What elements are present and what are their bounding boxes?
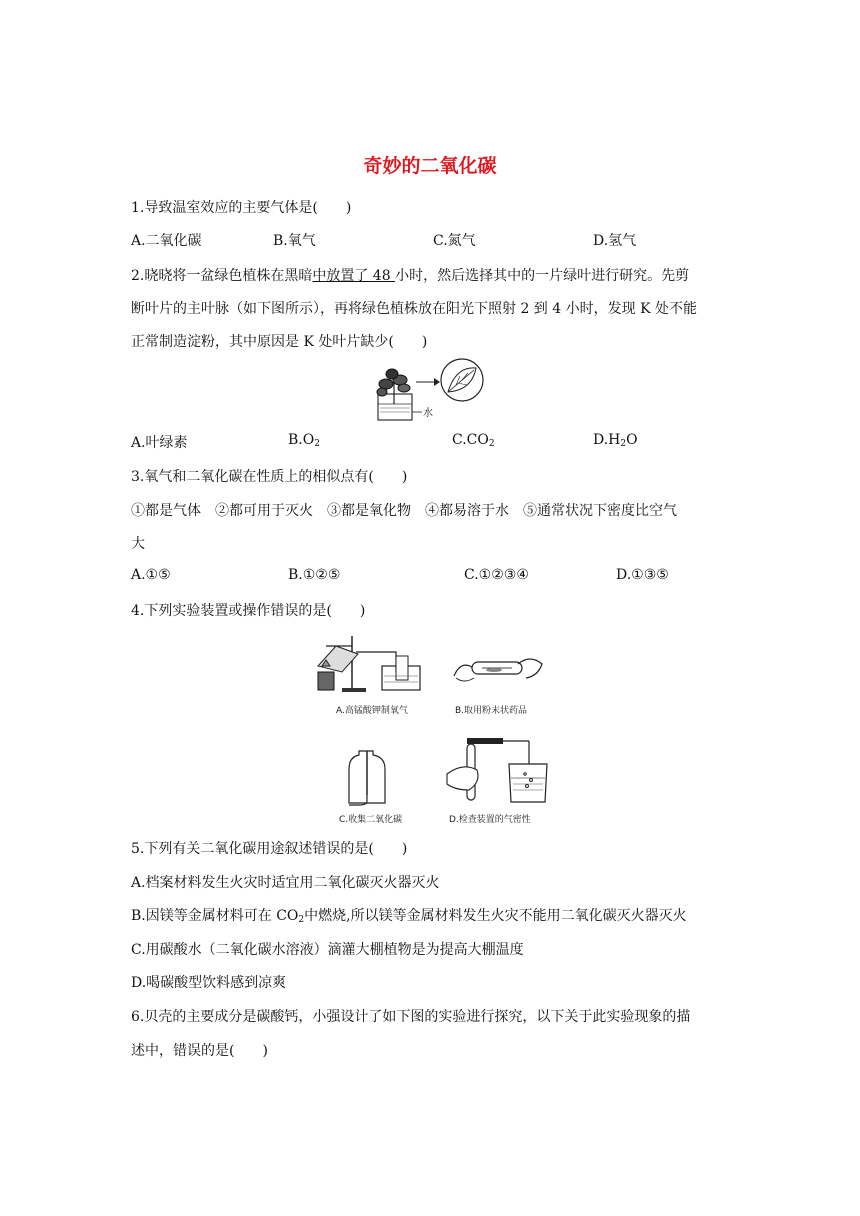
figure-a-caption: A.高锰酸钾制氧气 — [336, 706, 408, 716]
q1-option-a: A.二氧化碳 — [131, 233, 202, 249]
question-3-line-2: ①都是气体 ②都可用于灭火 ③都是氧化物 ④都易溶于水 ⑤通常状况下密度比空气 — [131, 503, 677, 519]
q5-b-sub: 2 — [298, 915, 305, 925]
q2-c-text: C.CO — [452, 432, 489, 448]
q5-option-a: A.档案材料发生火灾时适宜用二氧化碳灭火器灭火 — [131, 875, 440, 891]
q2-d-text: D.H — [593, 432, 621, 448]
q2-b-text: B.O — [288, 432, 315, 448]
figure-c-caption: C.收集二氧化碳 — [339, 815, 403, 825]
q5-option-d: D.喝碳酸型饮料感到凉爽 — [131, 975, 287, 991]
figure-c-apparatus — [345, 745, 395, 807]
q5-b-text: B.因镁等金属材料可在 CO — [131, 908, 299, 924]
q5-option-c: C.用碳酸水（二氧化碳水溶液）滴灌大棚植物是为提高大棚温度 — [131, 942, 524, 958]
question-5-stem: 5.下列有关二氧化碳用途叙述错误的是( ) — [131, 841, 408, 857]
q5-option-b — [131, 905, 687, 925]
question-1-stem: 1.导致温室效应的主要气体是( ) — [131, 200, 352, 216]
q2-option-c — [452, 432, 495, 449]
q5-b-text: 中燃烧,所以镁等金属材料发生火灾不能用二氧化碳灭火器灭火 — [304, 908, 687, 924]
q2-d-text: O — [626, 432, 638, 448]
q2-option-d — [593, 432, 638, 449]
question-2-line-1 — [131, 265, 689, 285]
q3-option-a: A.①⑤ — [131, 567, 171, 583]
question-2-line-3: 正常制造淀粉，其中原因是 K 处叶片缺少( ) — [131, 334, 428, 350]
figure-b-caption: B.取用粉末状药品 — [455, 706, 528, 716]
q3-option-b: B.①②⑤ — [288, 567, 341, 583]
q2-c-sub: 2 — [488, 439, 495, 449]
q2-underlined-text: 中放置了 48 — [312, 268, 396, 284]
q1-option-d: D.氢气 — [593, 233, 637, 249]
question-4-stem: 4.下列实验装置或操作错误的是( ) — [131, 603, 366, 619]
question-3-stem: 3.氧气和二氧化碳在性质上的相似点有( ) — [131, 469, 408, 485]
q1-option-b: B.氧气 — [273, 233, 316, 249]
question-2-line-2: 断叶片的主叶脉（如下图所示），再将绿色植株放在阳光下照射 2 到 4 小时，发现 K 处不能 — [131, 301, 697, 317]
figure-b-apparatus — [450, 648, 548, 696]
figure-d-apparatus — [443, 734, 553, 806]
question-3-line-3: 大 — [131, 536, 145, 552]
q2-option-b — [288, 432, 320, 449]
figure-d-caption: D.检查装置的气密性 — [449, 815, 531, 825]
figure-a-apparatus — [312, 632, 424, 694]
q2-text: 小时，然后选择其中的一片绿叶进行研究。先剪 — [395, 268, 690, 284]
q2-option-a: A.叶绿素 — [131, 435, 188, 451]
q3-option-d: D.①③⑤ — [616, 567, 669, 583]
q2-d-sub: 2 — [620, 439, 627, 449]
plant-leaf-figure — [372, 356, 492, 426]
question-6-line-2: 述中，错误的是( ) — [131, 1043, 268, 1059]
q3-option-c: C.①②③④ — [464, 567, 529, 583]
page-title: 奇妙的二氧化碳 — [363, 155, 497, 177]
q1-option-c: C.氮气 — [433, 233, 476, 249]
water-label: 水 — [423, 408, 433, 419]
q2-b-sub: 2 — [314, 439, 320, 449]
q2-text: 2.晓晓将一盆绿色植株在黑暗 — [131, 268, 313, 284]
question-6-line-1: 6.贝壳的主要成分是碳酸钙，小强设计了如下图的实验进行探究，以下关于此实验现象的描 — [131, 1009, 691, 1025]
